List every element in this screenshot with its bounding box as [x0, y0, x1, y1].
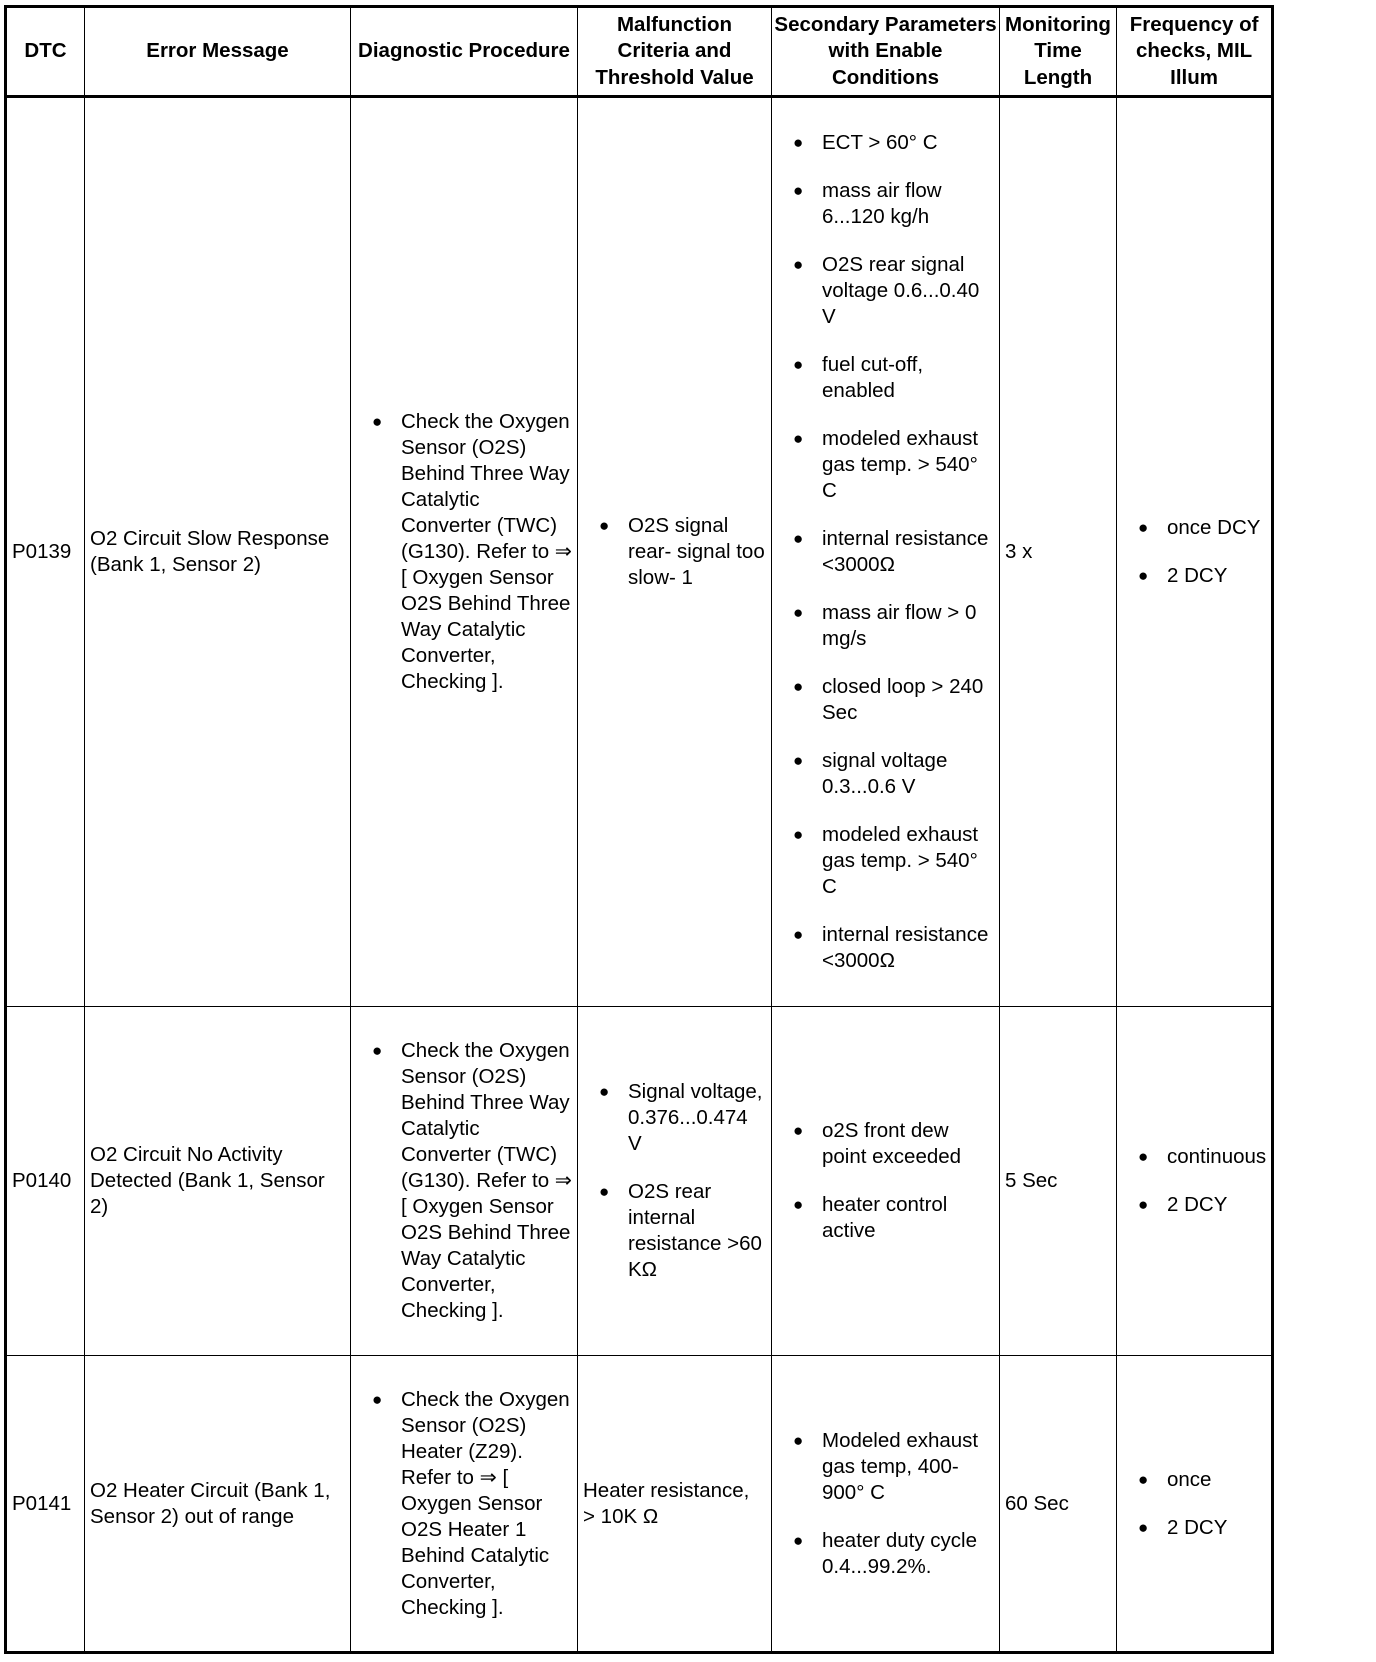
secondary-parameters — [772, 97, 1000, 1007]
monitoring-time: 5 Sec — [1000, 1007, 1117, 1356]
secondary-list — [777, 1118, 994, 1244]
frequency — [1117, 97, 1273, 1007]
frequency-list — [1122, 1144, 1266, 1218]
dtc-table — [4, 5, 1274, 1654]
list-item: ● closed loop > 240 Sec — [777, 674, 994, 726]
list-item: ● mass air flow > 0 mg/s — [777, 600, 994, 652]
header-diagnostic-procedure: Diagnostic Procedure — [351, 7, 578, 97]
frequency-list — [1122, 515, 1266, 589]
secondary-parameters — [772, 1356, 1000, 1653]
list-item: ● continuous — [1122, 1144, 1266, 1170]
header-frequency: Frequency of checks, MIL Illum — [1117, 7, 1273, 97]
dtc-code: P0141 — [6, 1356, 85, 1653]
frequency-list — [1122, 1467, 1266, 1541]
header-error-message: Error Message — [85, 7, 351, 97]
list-item: ● heater duty cycle 0.4...99.2%. — [777, 1528, 994, 1580]
diagnostic-procedure — [351, 1007, 578, 1356]
table-row — [6, 1356, 1273, 1653]
dtc-code: P0140 — [6, 1007, 85, 1356]
header-secondary-parameters: Secondary Parameters with Enable Conditions — [772, 7, 1000, 97]
list-item: ● ECT > 60° C — [777, 130, 994, 156]
list-item: ● modeled exhaust gas temp. > 540° C — [777, 426, 994, 504]
criteria-list — [583, 1079, 766, 1283]
list-item: ● 2 DCY — [1122, 563, 1266, 589]
diagnostic-procedure — [351, 97, 578, 1007]
list-item: ● internal resistance <3000Ω — [777, 526, 994, 578]
list-item: ● Check the Oxygen Sensor (O2S) Behind Three Way Catalytic Converter (TWC) (G130). Refer to ⇒ [ Oxygen Sensor O2S Behind Three Way Catalytic Converter, Checking ]. — [356, 409, 572, 695]
list-item: ● fuel cut-off, enabled — [777, 352, 994, 404]
frequency — [1117, 1007, 1273, 1356]
criteria-list — [583, 513, 766, 591]
list-item: ● O2S rear internal resistance >60 KΩ — [583, 1179, 766, 1283]
monitoring-time: 3 x — [1000, 97, 1117, 1007]
dtc-code: P0139 — [6, 97, 85, 1007]
list-item: ● 2 DCY — [1122, 1192, 1266, 1218]
list-item: ● mass air flow 6...120 kg/h — [777, 178, 994, 230]
list-item: ● once DCY — [1122, 515, 1266, 541]
header-monitoring-time: Monitoring Time Length — [1000, 7, 1117, 97]
table-row — [6, 97, 1273, 1007]
list-item: ● signal voltage 0.3...0.6 V — [777, 748, 994, 800]
frequency — [1117, 1356, 1273, 1653]
procedure-list — [356, 409, 572, 695]
header-dtc: DTC — [6, 7, 85, 97]
list-item: ● Check the Oxygen Sensor (O2S) Behind Three Way Catalytic Converter (TWC) (G130). Refer to ⇒ [ Oxygen Sensor O2S Behind Three Way Catalytic Converter, Checking ]. — [356, 1038, 572, 1324]
diagnostic-procedure — [351, 1356, 578, 1653]
malfunction-criteria — [578, 1007, 772, 1356]
dtc-document — [4, 5, 1274, 1654]
error-message: O2 Circuit No Activity Detected (Bank 1, Sensor 2) — [85, 1007, 351, 1356]
secondary-parameters — [772, 1007, 1000, 1356]
header-row — [6, 7, 1273, 97]
list-item: ● modeled exhaust gas temp. > 540° C — [777, 822, 994, 900]
list-item: ● heater control active — [777, 1192, 994, 1244]
list-item: ● 2 DCY — [1122, 1515, 1266, 1541]
list-item: ● Modeled exhaust gas temp, 400-900° C — [777, 1428, 994, 1506]
monitoring-time: 60 Sec — [1000, 1356, 1117, 1653]
list-item: ● o2S front dew point exceeded — [777, 1118, 994, 1170]
list-item: ● internal resistance <3000Ω — [777, 922, 994, 974]
malfunction-criteria — [578, 97, 772, 1007]
header-malfunction-criteria: Malfunction Criteria and Threshold Value — [578, 7, 772, 97]
secondary-list — [777, 1428, 994, 1580]
malfunction-criteria: Heater resistance, > 10K Ω — [578, 1356, 772, 1653]
secondary-list — [777, 130, 994, 974]
error-message: O2 Circuit Slow Response (Bank 1, Sensor 2) — [85, 97, 351, 1007]
procedure-list — [356, 1387, 572, 1621]
list-item: ● O2S rear signal voltage 0.6...0.40 V — [777, 252, 994, 330]
list-item: ● Signal voltage, 0.376...0.474 V — [583, 1079, 766, 1157]
list-item: ● Check the Oxygen Sensor (O2S) Heater (Z29). Refer to ⇒ [ Oxygen Sensor O2S Heater 1 Behind Catalytic Converter, Checking ]. — [356, 1387, 572, 1621]
procedure-list — [356, 1038, 572, 1324]
list-item: ● O2S signal rear- signal too slow- 1 — [583, 513, 766, 591]
error-message: O2 Heater Circuit (Bank 1, Sensor 2) out of range — [85, 1356, 351, 1653]
list-item: ● once — [1122, 1467, 1266, 1493]
table-row — [6, 1007, 1273, 1356]
